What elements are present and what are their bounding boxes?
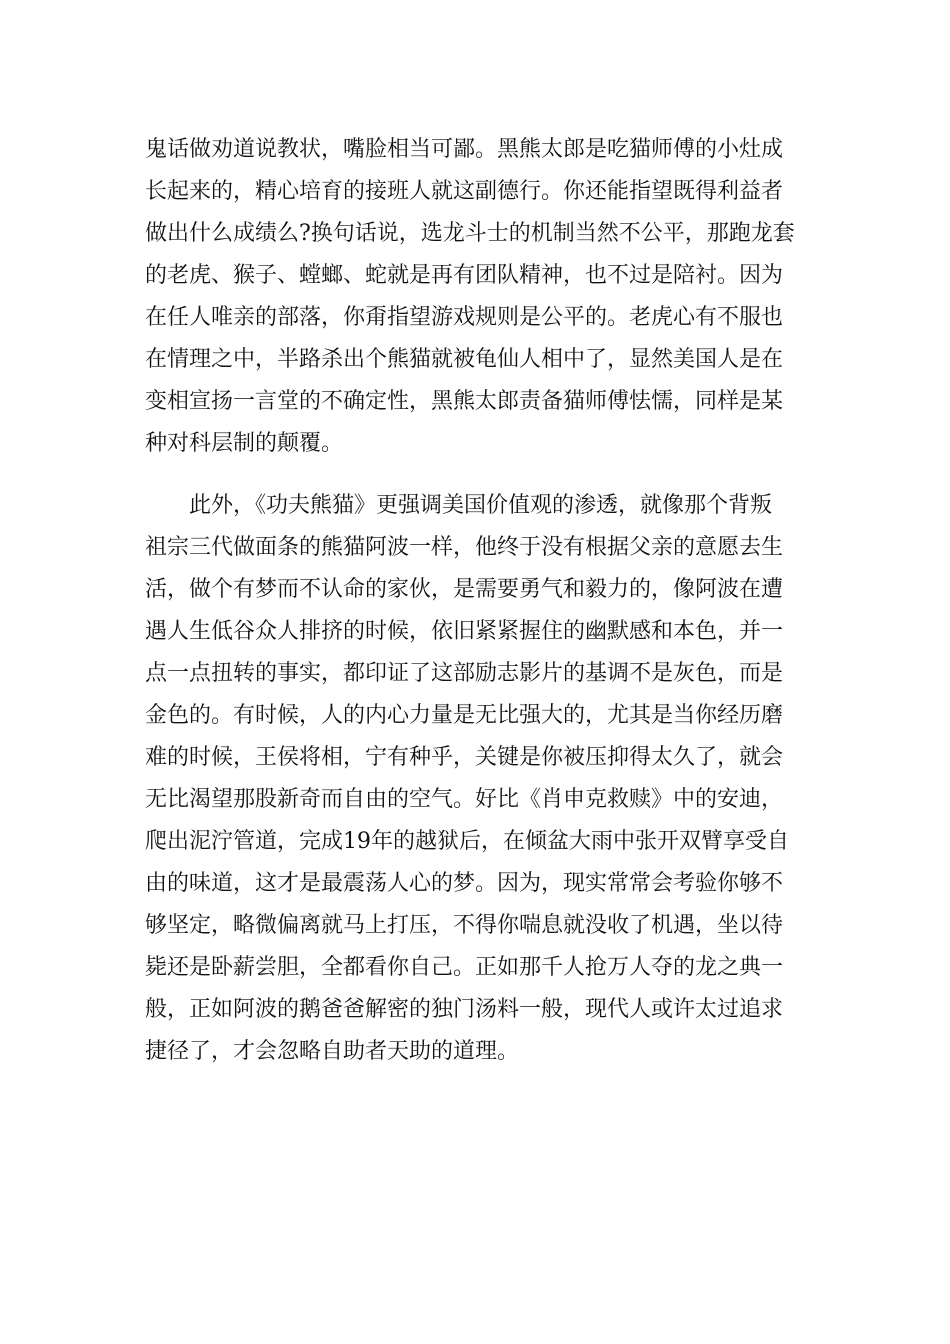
text-line: 捷径了，才会忽略自助者天助的道理。 [145,1039,520,1064]
paragraph-2 [145,485,807,1073]
text-line: 由的味道，这才是最震荡人心的梦。因为，现实常常会考验你够不 [145,871,784,896]
text-line: 种对科层制的颠覆。 [145,431,344,456]
text-line: 无比渴望那股新奇而自由的空气。好比《肖申克救赎》中的安迪， [145,787,784,812]
text-line: 长起来的，精心培育的接班人就这副德行。你还能指望既得利益者 [145,179,784,204]
text-line: 般，正如阿波的鹅爸爸解密的独门汤料一般，现代人或许太过追求 [145,997,784,1022]
text-line: 祖宗三代做面条的熊猫阿波一样，他终于没有根据父亲的意愿去生 [145,535,784,560]
text-line: 在任人唯亲的部落，你甭指望游戏规则是公平的。老虎心有不服也 [145,305,784,330]
text-line: 遇人生低谷众人排挤的时候，依旧紧紧握住的幽默感和本色，并一 [145,619,784,644]
text-line: 做出什么成绩么?换句话说，选龙斗士的机制当然不公平，那跑龙套 [145,221,795,246]
text-line: 爬出泥泞管道，完成19年的越狱后，在倾盆大雨中张开双臂享受自 [145,829,789,854]
text-line: 点一点扭转的事实，都印证了这部励志影片的基调不是灰色，而是 [145,661,784,686]
text-line: 金色的。有时候，人的内心力量是无比强大的，尤其是当你经历磨 [145,703,784,728]
paragraph-1 [145,129,807,465]
body-text [145,129,807,1073]
text-line: 此外，《功夫熊猫》更强调美国价值观的渗透，就像那个背叛 [189,493,773,518]
text-line: 难的时候，王侯将相，宁有种乎，关键是你被压抑得太久了，就会 [145,745,784,770]
paragraph-spacer [145,465,807,485]
text-line: 活，做个有梦而不认命的家伙，是需要勇气和毅力的，像阿波在遭 [145,577,784,602]
text-line: 毙还是卧薪尝胆，全都看你自己。正如那千人抢万人夺的龙之典一 [145,955,784,980]
text-line: 的老虎、猴子、螳螂、蛇就是再有团队精神，也不过是陪衬。因为 [145,263,784,288]
text-line: 够坚定，略微偏离就马上打压，不得你喘息就没收了机遇，坐以待 [145,913,784,938]
text-line: 在情理之中，半路杀出个熊猫就被龟仙人相中了，显然美国人是在 [145,347,784,372]
text-line: 鬼话做劝道说教状，嘴脸相当可鄙。黑熊太郎是吃猫师傅的小灶成 [145,137,784,162]
text-line: 变相宣扬一言堂的不确定性，黑熊太郎责备猫师傅怯懦，同样是某 [145,389,784,414]
